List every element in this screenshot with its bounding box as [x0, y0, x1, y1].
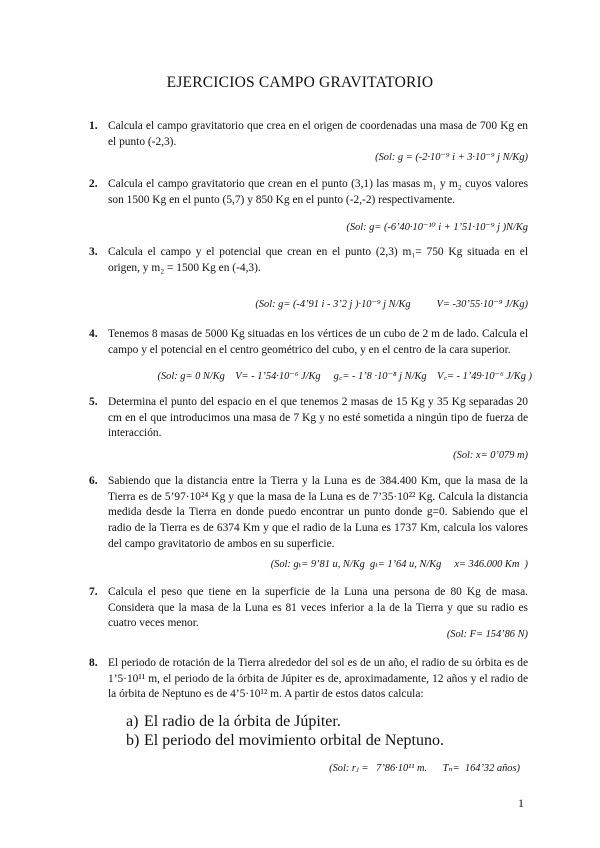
list-item — [92, 713, 528, 732]
exercise-text: El periodo de rotación de la Tierra alrededor del sol es de un año, el radio de su órbita es de 1’5·10¹¹ m, el periodo de la órbita de Júpiter es de, aproximadamente, 12 años y el radio de la órbita de Neptuno es de 4’5·10¹² m. A partir de estos datos calcula: — [108, 657, 528, 701]
item-text: El radio de la órbita de Júpiter. — [144, 713, 341, 730]
item-letter: b) — [126, 732, 140, 749]
exercise-1 — [89, 119, 528, 150]
exercise-number: 3. — [89, 246, 98, 258]
exercise-number: 4. — [89, 328, 98, 340]
exercise-6 — [89, 474, 528, 553]
exercise-number: 8. — [89, 657, 98, 669]
solution-7: (Sol: F= 154’86 N) — [446, 629, 528, 640]
page-number: 1 — [518, 796, 524, 810]
exercise-number: 7. — [89, 586, 98, 598]
exercise-text: Tenemos 8 masas de 5000 Kg situadas en los vértices de un cubo de 2 m de lado. Calcula el campo y el potencial en el centro geométrico del cubo, y en el centro de la cara superior. — [108, 328, 528, 356]
exercise-text: Calcula el campo gravitatorio que crean en el punto (3,1) las masas m₁ y m₂ cuyos valores son 1500 Kg en el punto (5,7) y 850 Kg en el punto (-2,-2) respectivamente. — [108, 178, 528, 206]
exercise-2 — [89, 177, 528, 208]
exercise-number: 1. — [89, 120, 98, 132]
item-text: El periodo del movimiento orbital de Neptuno. — [144, 732, 444, 749]
solution-6: (Sol: gₜ= 9’81 u, N/Kg gₗ= 1’64 u, N/Kg x= 346.000 Km ) — [270, 559, 528, 570]
exercise-text: Calcula el campo y el potencial que crean en el punto (2,3) m₁= 750 Kg situada en el origen, y m₂ = 1500 Kg en (-4,3). — [108, 246, 528, 274]
solution-3: (Sol: g= (-4’91 i - 3’2 j )·10⁻⁹ j N/Kg V= -30’55·10⁻⁹ J/Kg) — [255, 299, 528, 310]
solution-1: (Sol: g = (-2·10⁻⁹ i + 3·10⁻⁹ j N/Kg) — [375, 152, 528, 163]
item-letter: a) — [126, 713, 139, 730]
exercise-number: 6. — [89, 475, 98, 487]
exercise-number: 2. — [89, 178, 98, 190]
exercise-text: Sabiendo que la distancia entre la Tierra y la Luna es de 384.400 Km, que la masa de la Tierra es de 5’97·10²⁴ Kg y que la masa de la Luna es de 7’35·10²² Kg. Calcula la distancia medida desde la Tierra en donde puedo encontrar un punto donde g=0. Sabiendo que el radio de la Tierra es de 6374 Km y que el radio de la Luna es 1737 Km, calcula los valores del campo gravitatorio de ambos en su superficie. — [108, 475, 528, 550]
solution-2: (Sol: g= (-6’40·10⁻¹⁰ i + 1’51·10⁻⁹ j )N/Kg — [346, 222, 528, 233]
exercise-7 — [89, 585, 528, 632]
exercise-number: 5. — [89, 396, 98, 408]
exercise-8-subitems — [92, 713, 528, 751]
exercise-text: Calcula el campo gravitatorio que crea en el origen de coordenadas una masa de 700 Kg en el punto (-2,3). — [108, 120, 528, 148]
solution-5: (Sol: x= 0’079 m) — [453, 450, 528, 461]
exercise-8 — [89, 656, 528, 703]
exercise-3 — [89, 245, 528, 276]
solution-8: (Sol: rⱼ = 7’86·10¹¹ m. Tₙ= 164’32 años) — [329, 763, 520, 774]
solution-4: (Sol: g= 0 N/Kg V= - 1’54·10⁻⁶ J/Kg g꜀= - 1’8 ·10⁻⁸ j N/Kg V꜀= - 1’49·10⁻⁶ J/Kg ) — [157, 371, 532, 382]
exercise-5 — [89, 395, 528, 442]
list-item — [92, 732, 528, 751]
page-title: EJERCICIOS CAMPO GRAVITATORIO — [166, 74, 434, 91]
exercise-text: Determina el punto del espacio en el que tenemos 2 masas de 15 Kg y 35 Kg separadas 20 cm en el que introducimos una masa de 7 Kg y no esté sometida a ningún tipo de fuerza de interacción. — [108, 396, 528, 440]
exercise-4 — [89, 327, 528, 358]
exercise-text: Calcula el peso que tiene en la superficie de la Luna una persona de 80 Kg de masa. Considera que la masa de la Luna es 81 veces inferior a la de la Tierra y que su radio es cuatro veces menor. — [108, 586, 528, 630]
